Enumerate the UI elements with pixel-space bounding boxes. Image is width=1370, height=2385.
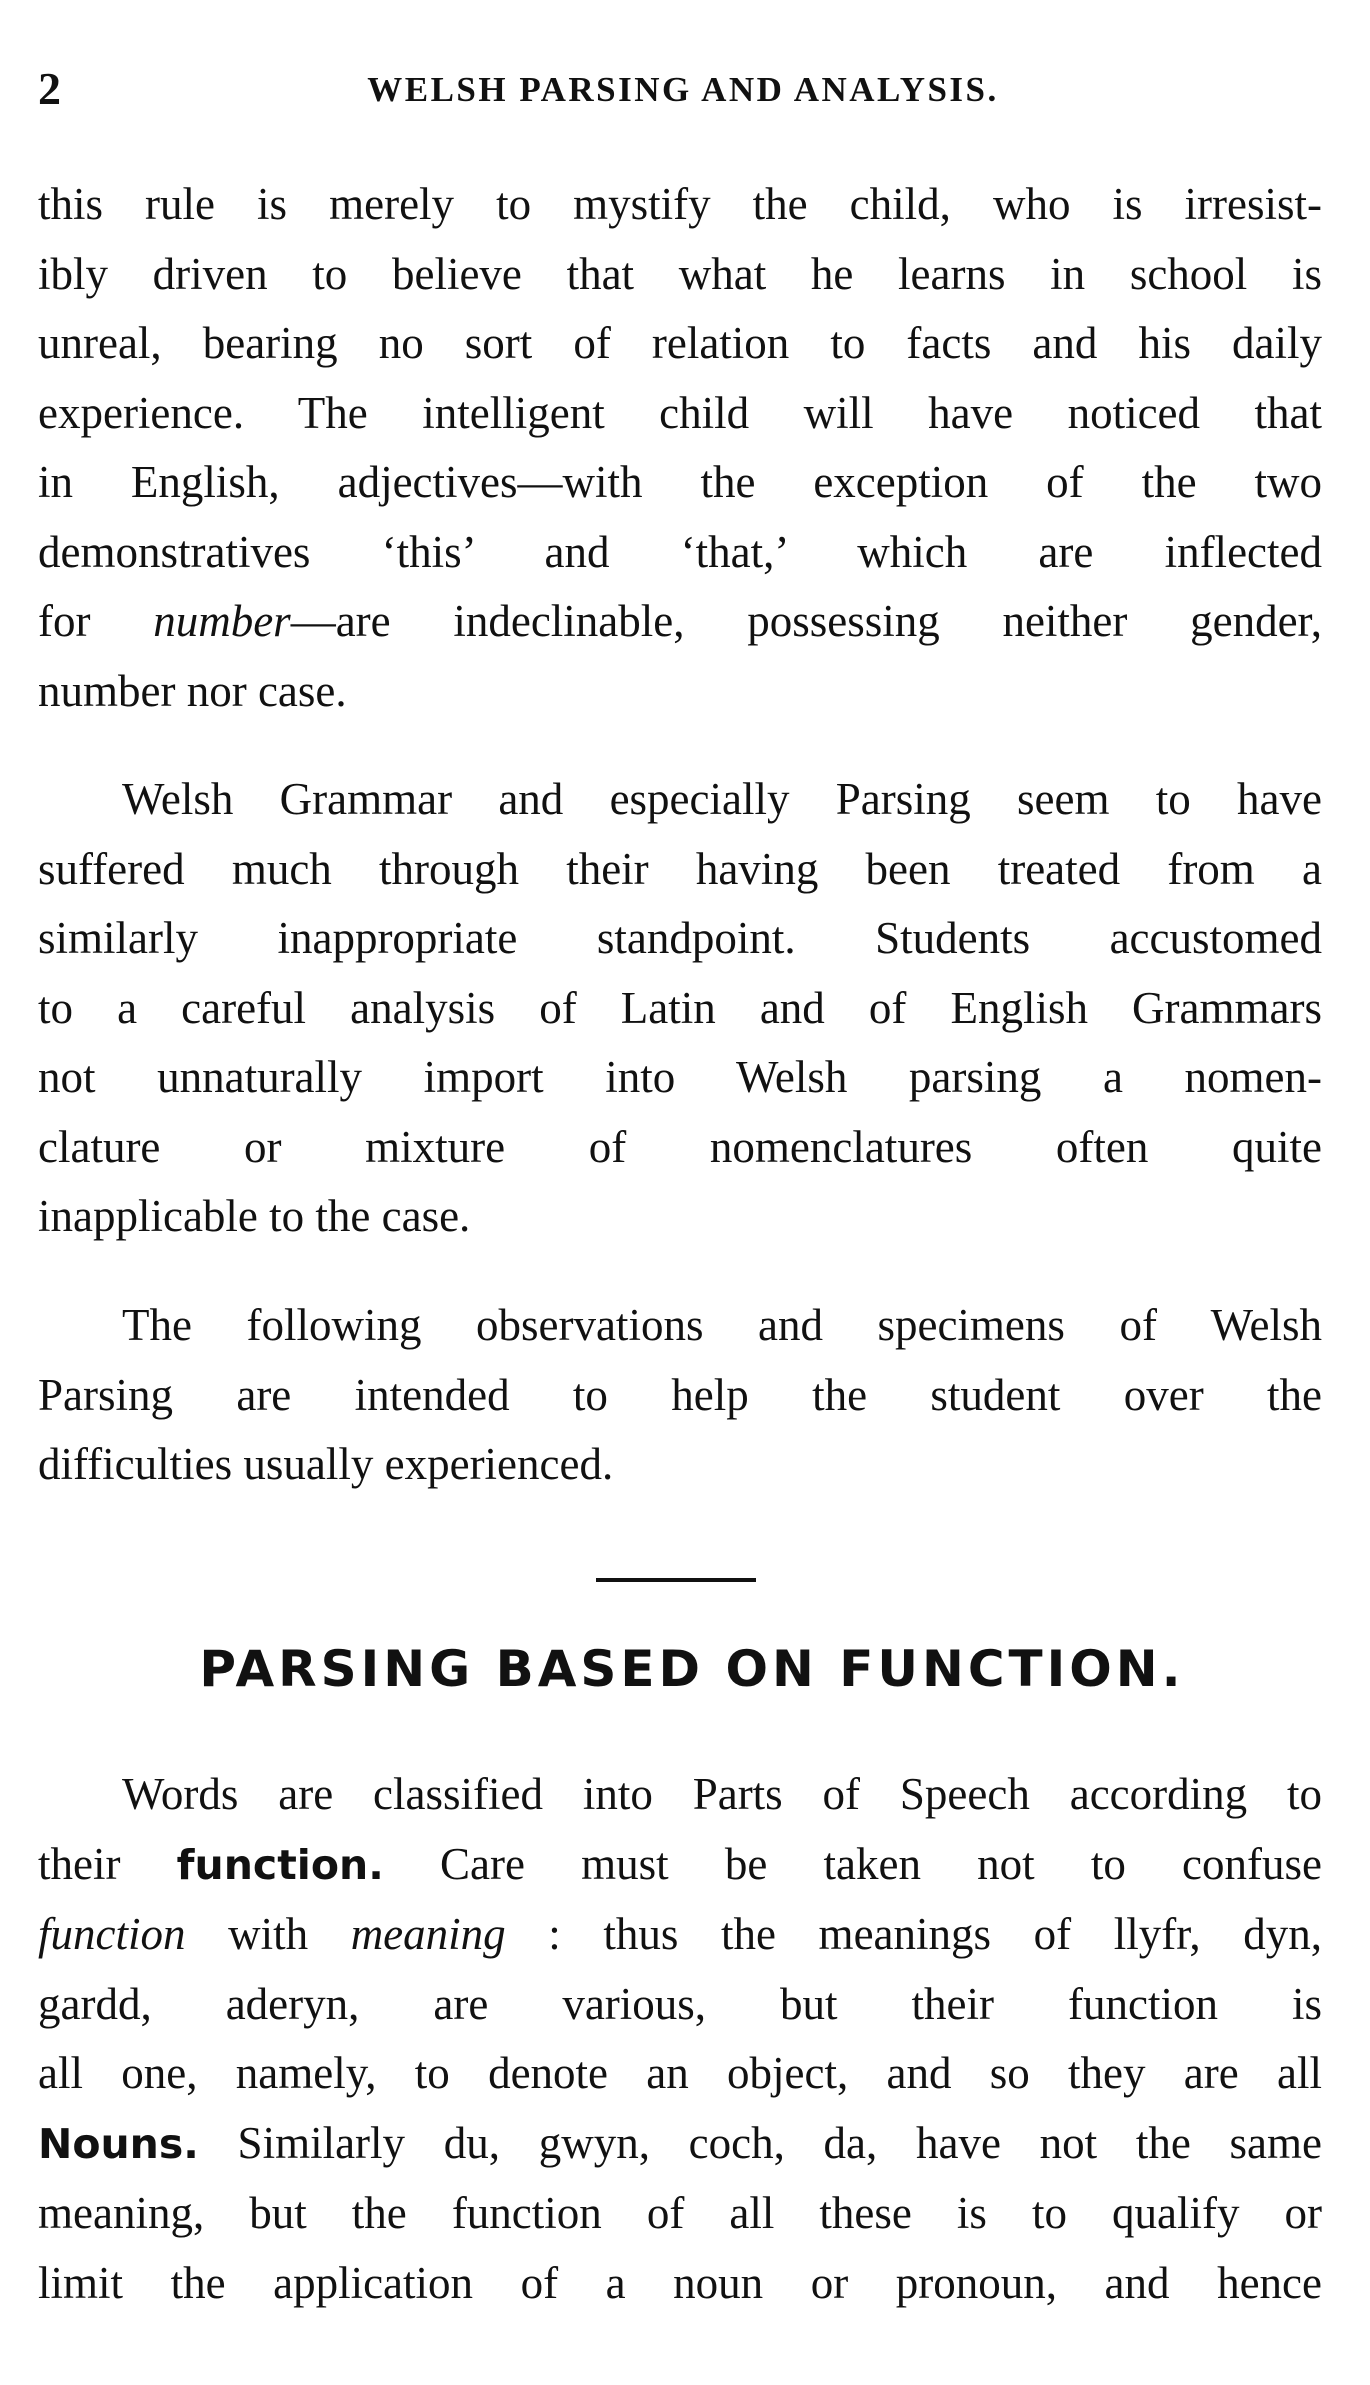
text-fragment: —are indeclinable, possessing neither gender, (290, 596, 1322, 646)
text-line: difficulties usually experienced. (38, 1439, 614, 1489)
text-line: meaning, but the function of all these is to qualify or (38, 2188, 1322, 2238)
text-line: clature or mixture of nomenclatures often quite (38, 1121, 1322, 1172)
text-fragment: : thus the meanings of llyfr, dyn, (505, 1909, 1322, 1959)
text-line: to a careful analysis of Latin and of English Grammars (38, 982, 1322, 1033)
text-line (38, 587, 1322, 657)
italic-term: number (153, 596, 291, 646)
italic-term: function (38, 1909, 186, 1959)
text-line: Welsh Grammar and especially Parsing seem to have (122, 774, 1322, 824)
paragraph-function (38, 1760, 1322, 2318)
text-line: similarly inappropriate standpoint. Students accustomed (38, 913, 1322, 963)
paragraph-observations (38, 1291, 1322, 1500)
text-line: The following observations and specimens of Welsh (122, 1300, 1322, 1350)
section-divider (596, 1578, 756, 1582)
text-fragment: with (185, 1909, 351, 1959)
text-line: this rule is merely to mystify the child, who is irresist- (38, 179, 1322, 229)
text-line: limit the application of a noun or pronoun, and hence (38, 2257, 1322, 2308)
text-line: in English, adjectives—with the exception of the two (38, 457, 1322, 507)
text-fragment: Care must be taken not to confuse (383, 1838, 1322, 1889)
text-line (38, 1900, 1322, 1970)
text-fragment: Similarly du, gwyn, coch, da, have not the same (198, 2117, 1322, 2168)
text-line: gardd, aderyn, are various, but their function is (38, 1978, 1322, 2029)
text-line: not unnaturally import into Welsh parsing a nomen- (38, 1052, 1322, 1102)
text-fragment: for (38, 596, 154, 646)
page-number: 2 (38, 63, 61, 114)
paragraph-welsh-grammar (38, 765, 1322, 1252)
text-line (38, 2109, 1322, 2180)
text-line: suffered much through their having been treated from a (38, 843, 1322, 894)
text-line: all one, namely, to denote an object, and so they are all (38, 2048, 1322, 2098)
italic-term: meaning (350, 1909, 506, 1959)
text-line (38, 1830, 1322, 1901)
text-line: Parsing are intended to help the student over the (38, 1369, 1322, 1420)
running-head (38, 62, 1328, 122)
text-line: ibly driven to believe that what he learns in school is (38, 248, 1322, 299)
section-heading: PARSING BASED ON FUNCTION. (199, 1640, 1185, 1698)
text-line: number nor case. (38, 665, 347, 716)
text-fragment: their (38, 1838, 177, 1889)
text-line: unreal, bearing no sort of relation to facts and his daily (38, 318, 1322, 368)
text-line: inapplicable to the case. (38, 1191, 471, 1241)
running-title: WELSH PARSING AND ANALYSIS. (367, 70, 999, 109)
text-line: experience. The intelligent child will have noticed that (38, 387, 1322, 438)
paragraph-continued (38, 170, 1322, 726)
bold-term: function. (176, 1840, 384, 1889)
bold-term: Nouns. (38, 2119, 199, 2168)
text-line: Words are classified into Parts of Speech according to (122, 1769, 1322, 1819)
text-line: demonstratives ‘this’ and ‘that,’ which are inflected (38, 526, 1322, 577)
